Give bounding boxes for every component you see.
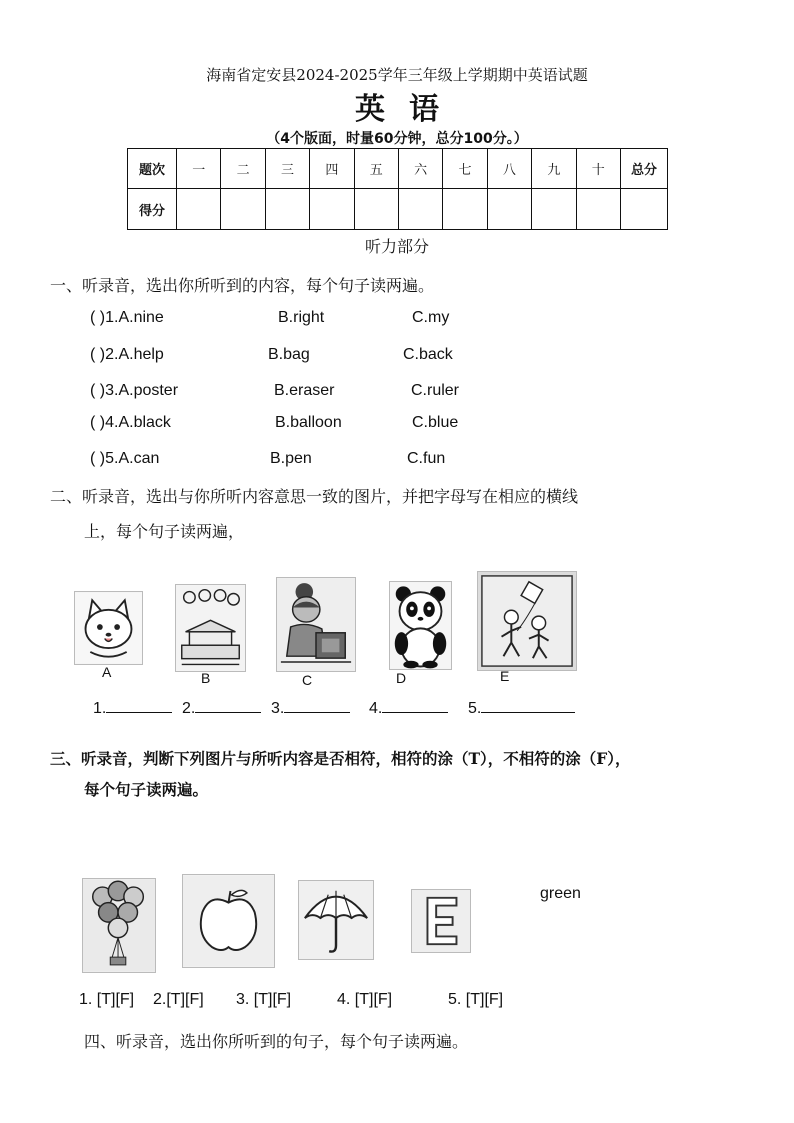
score-input-cell[interactable] <box>487 189 531 230</box>
apple-icon <box>183 875 274 967</box>
s1-item3-c: C.ruler <box>411 382 460 399</box>
s1-item2-a: ( )2.A.help <box>90 346 164 363</box>
s2-blank-5[interactable] <box>468 698 575 718</box>
balloons-picture <box>82 878 156 973</box>
section1-title: 一、听录音，选出你所听到的内容，每个句子读两遍。 <box>50 276 435 295</box>
umbrella-icon <box>299 881 373 959</box>
s2-blank-4[interactable] <box>369 698 448 718</box>
dog-icon <box>75 592 142 664</box>
score-cell: 题次 <box>128 149 177 189</box>
section3-title-line2: 每个句子读两遍。 <box>84 780 209 799</box>
panda-icon <box>390 582 451 669</box>
score-input-cell[interactable] <box>398 189 442 230</box>
tf-answer-3[interactable]: 3. [T][F] <box>236 991 292 1008</box>
score-cell: 一 <box>177 149 221 189</box>
score-input-cell[interactable] <box>265 189 309 230</box>
page-title: 英语 <box>355 92 463 127</box>
answer-line[interactable] <box>284 698 350 713</box>
umbrella-picture <box>298 880 374 960</box>
word-green: green <box>540 885 581 902</box>
apple-picture <box>182 874 275 968</box>
score-cell: 四 <box>310 149 354 189</box>
score-input-cell[interactable] <box>621 189 668 230</box>
dog-picture <box>74 591 143 665</box>
score-input-cell[interactable] <box>310 189 354 230</box>
girl-bag-icon <box>277 578 355 671</box>
tf-answer-1[interactable]: 1. [T][F] <box>79 991 135 1008</box>
s2-blank-1[interactable] <box>93 698 172 718</box>
score-input-cell[interactable] <box>177 189 221 230</box>
score-table-score-row <box>128 189 668 230</box>
score-cell: 六 <box>398 149 442 189</box>
s1-item3-a: ( )3.A.poster <box>90 382 179 399</box>
score-cell: 十 <box>576 149 620 189</box>
score-cell: 得分 <box>128 189 177 230</box>
score-input-cell[interactable] <box>354 189 398 230</box>
s2-blank-2[interactable] <box>182 698 261 718</box>
answer-line[interactable] <box>481 698 575 713</box>
letter-e-icon <box>412 890 470 952</box>
score-input-cell[interactable] <box>532 189 576 230</box>
s1-item4-b: B.balloon <box>275 414 342 431</box>
s1-item5-b: B.pen <box>270 450 312 467</box>
section4-title: 四、听录音，选出你所听到的句子，每个句子读两遍。 <box>84 1032 469 1051</box>
section2-title-line2: 上，每个句子读两遍， <box>84 522 245 541</box>
score-cell: 五 <box>354 149 398 189</box>
s1-item5-c: C.fun <box>407 450 446 467</box>
letter-e-picture <box>411 889 471 953</box>
picture-label-e: E <box>500 668 510 684</box>
answer-line[interactable] <box>382 698 448 713</box>
tiananmen-picture <box>175 584 246 672</box>
blank-number: 2. <box>182 700 196 717</box>
section3-title-line1: 三、听录音，判断下列图片与所听内容是否相符，相符的涂（T），不相符的涂（F）， <box>50 749 631 768</box>
answer-line[interactable] <box>106 698 172 713</box>
s1-item1-a: ( )1.A.nine <box>90 309 164 326</box>
exam-source-title: 海南省定安县2024-2025学年三年级上学期期中英语试题 <box>206 66 588 84</box>
score-table <box>127 148 668 230</box>
answer-line[interactable] <box>195 698 261 713</box>
tf-answer-4[interactable]: 4. [T][F] <box>337 991 393 1008</box>
listening-heading: 听力部分 <box>364 237 429 256</box>
tf-answer-5[interactable]: 5. [T][F] <box>448 991 504 1008</box>
kite-children-icon <box>478 572 576 670</box>
picture-label-a: A <box>102 664 112 680</box>
section2-title-line1: 二、听录音，选出与你所听内容意思一致的图片，并把字母写在相应的横线 <box>50 487 579 506</box>
kite-children-picture <box>477 571 577 671</box>
blank-number: 4. <box>369 700 383 717</box>
score-cell: 九 <box>532 149 576 189</box>
s1-item4-a: ( )4.A.black <box>90 414 171 431</box>
tiananmen-icon <box>176 585 245 671</box>
s1-item3-b: B.eraser <box>274 382 335 399</box>
score-cell: 八 <box>487 149 531 189</box>
blank-number: 1. <box>93 700 107 717</box>
tf-answer-2[interactable]: 2.[T][F] <box>153 991 204 1008</box>
s1-item2-c: C.back <box>403 346 453 363</box>
score-cell: 七 <box>443 149 487 189</box>
girl-bag-picture <box>276 577 356 672</box>
picture-label-b: B <box>201 670 211 686</box>
blank-number: 3. <box>271 700 285 717</box>
blank-number: 5. <box>468 700 482 717</box>
picture-label-c: C <box>302 672 313 688</box>
score-cell: 三 <box>265 149 309 189</box>
picture-label-d: D <box>396 670 407 686</box>
score-cell: 二 <box>221 149 265 189</box>
score-cell: 总分 <box>621 149 668 189</box>
score-table-header-row <box>128 149 668 189</box>
s1-item2-b: B.bag <box>268 346 310 363</box>
score-input-cell[interactable] <box>443 189 487 230</box>
s1-item4-c: C.blue <box>412 414 459 431</box>
s1-item5-a: ( )5.A.can <box>90 450 160 467</box>
s2-blank-3[interactable] <box>271 698 350 718</box>
balloons-icon <box>83 879 155 972</box>
score-input-cell[interactable] <box>576 189 620 230</box>
exam-note: （4个版面，时量60分钟，总分100分。） <box>266 131 528 147</box>
panda-picture <box>389 581 452 670</box>
score-input-cell[interactable] <box>221 189 265 230</box>
s1-item1-b: B.right <box>278 309 325 326</box>
s1-item1-c: C.my <box>412 309 450 326</box>
